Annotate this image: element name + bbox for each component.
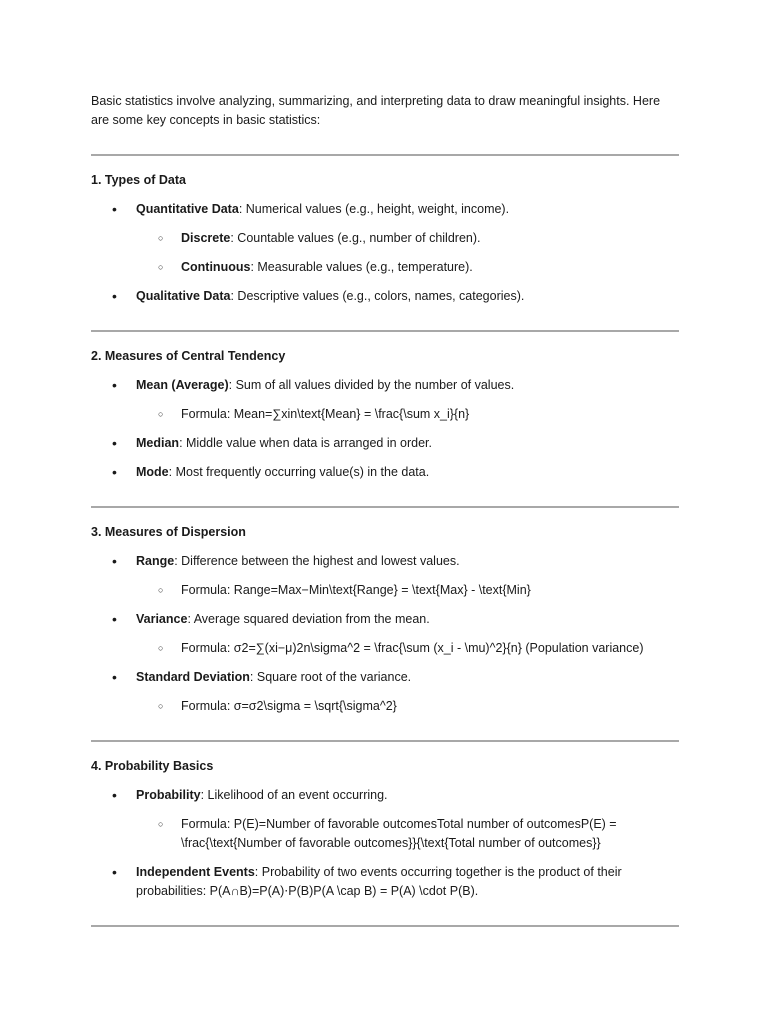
sub-list-item: ○ Formula: σ2=∑(xi−μ)2n\sigma^2 = \frac{\sum (x_i - \mu)^2}{n} (Population variance) bbox=[136, 639, 679, 658]
list-item-desc: : Probability of two events occurring together is the product of their probabilities: P(A∩B)=P(A)⋅P(B)P(A \cap B) = P(A) \cdot P(B). bbox=[136, 865, 622, 898]
intro-paragraph: Basic statistics involve analyzing, summarizing, and interpreting data to draw meaningful insights. Here are some key concepts in basic statistics: bbox=[91, 94, 661, 127]
list-item-desc: : Most frequently occurring value(s) in the data. bbox=[168, 465, 430, 479]
sub-list-item bbox=[136, 229, 679, 248]
list-item-desc: : Measurable values (e.g., temperature). bbox=[250, 260, 473, 274]
bullet-list bbox=[91, 552, 679, 716]
section-title: 4. Probability Basics bbox=[91, 759, 214, 773]
list-item-desc: : Numerical values (e.g., height, weight, income). bbox=[238, 202, 510, 216]
section-title: 1. Types of Data bbox=[91, 173, 186, 187]
sub-list bbox=[136, 229, 679, 277]
sub-list-item bbox=[136, 258, 679, 277]
section-title: 2. Measures of Central Tendency bbox=[91, 349, 286, 363]
list-item-term: Independent Events bbox=[136, 865, 255, 879]
bullet-list bbox=[91, 376, 679, 482]
document-body bbox=[91, 92, 679, 927]
list-item bbox=[91, 786, 679, 853]
list-item-desc: : Difference between the highest and lowest values. bbox=[174, 554, 460, 568]
section-divider bbox=[91, 154, 679, 156]
list-item bbox=[91, 434, 679, 453]
list-item bbox=[91, 287, 679, 306]
list-item-term: Median bbox=[136, 436, 180, 450]
sub-list-item: ○ Formula: P(E)=Number of favorable outcomesTotal number of outcomesP(E) = \frac{\text{Number of favorable outcomes}}{\text{Total number of outcomes}} bbox=[136, 815, 679, 853]
list-item-desc: : Average squared deviation from the mean. bbox=[187, 612, 430, 626]
section-divider bbox=[91, 925, 679, 927]
list-item bbox=[91, 200, 679, 277]
list-item bbox=[91, 552, 679, 600]
list-item-term: Continuous bbox=[181, 260, 251, 274]
list-item-desc: : Likelihood of an event occurring. bbox=[200, 788, 388, 802]
bullet-list bbox=[91, 786, 679, 901]
list-item bbox=[91, 610, 679, 658]
list-item bbox=[91, 376, 679, 424]
list-item-desc: : Countable values (e.g., number of children). bbox=[230, 231, 481, 245]
list-item bbox=[91, 463, 679, 482]
sub-list bbox=[136, 405, 679, 424]
list-item-term: Mean (Average) bbox=[136, 378, 229, 392]
list-item bbox=[91, 863, 679, 901]
section-divider bbox=[91, 330, 679, 332]
sub-list-item: ○ Formula: Mean=∑xin\text{Mean} = \frac{\sum x_i}{n} bbox=[136, 405, 679, 424]
list-item-term: Discrete bbox=[181, 231, 231, 245]
list-item-desc: : Square root of the variance. bbox=[249, 670, 412, 684]
bullet-list bbox=[91, 200, 679, 306]
list-item-term: Quantitative Data bbox=[136, 202, 239, 216]
list-item-term: Standard Deviation bbox=[136, 670, 250, 684]
list-item-term: Qualitative Data bbox=[136, 289, 231, 303]
list-item-desc: : Descriptive values (e.g., colors, names, categories). bbox=[230, 289, 525, 303]
section-divider bbox=[91, 740, 679, 742]
sub-list-item: ○ Formula: σ=σ2\sigma = \sqrt{\sigma^2} bbox=[136, 697, 679, 716]
list-item-term: Probability bbox=[136, 788, 201, 802]
section-divider bbox=[91, 506, 679, 508]
list-item-term: Mode bbox=[136, 465, 169, 479]
sub-list bbox=[136, 581, 679, 600]
list-item-term: Range bbox=[136, 554, 175, 568]
list-item-desc: : Middle value when data is arranged in order. bbox=[179, 436, 432, 450]
sub-list-item: ○ Formula: Range=Max−Min\text{Range} = \text{Max} - \text{Min} bbox=[136, 581, 679, 600]
list-item-desc: : Sum of all values divided by the number of values. bbox=[228, 378, 515, 392]
section-title: 3. Measures of Dispersion bbox=[91, 525, 246, 539]
list-item bbox=[91, 668, 679, 716]
sub-list bbox=[136, 697, 679, 716]
sub-list bbox=[136, 639, 679, 658]
list-item-term: Variance bbox=[136, 612, 188, 626]
sub-list bbox=[136, 815, 679, 853]
